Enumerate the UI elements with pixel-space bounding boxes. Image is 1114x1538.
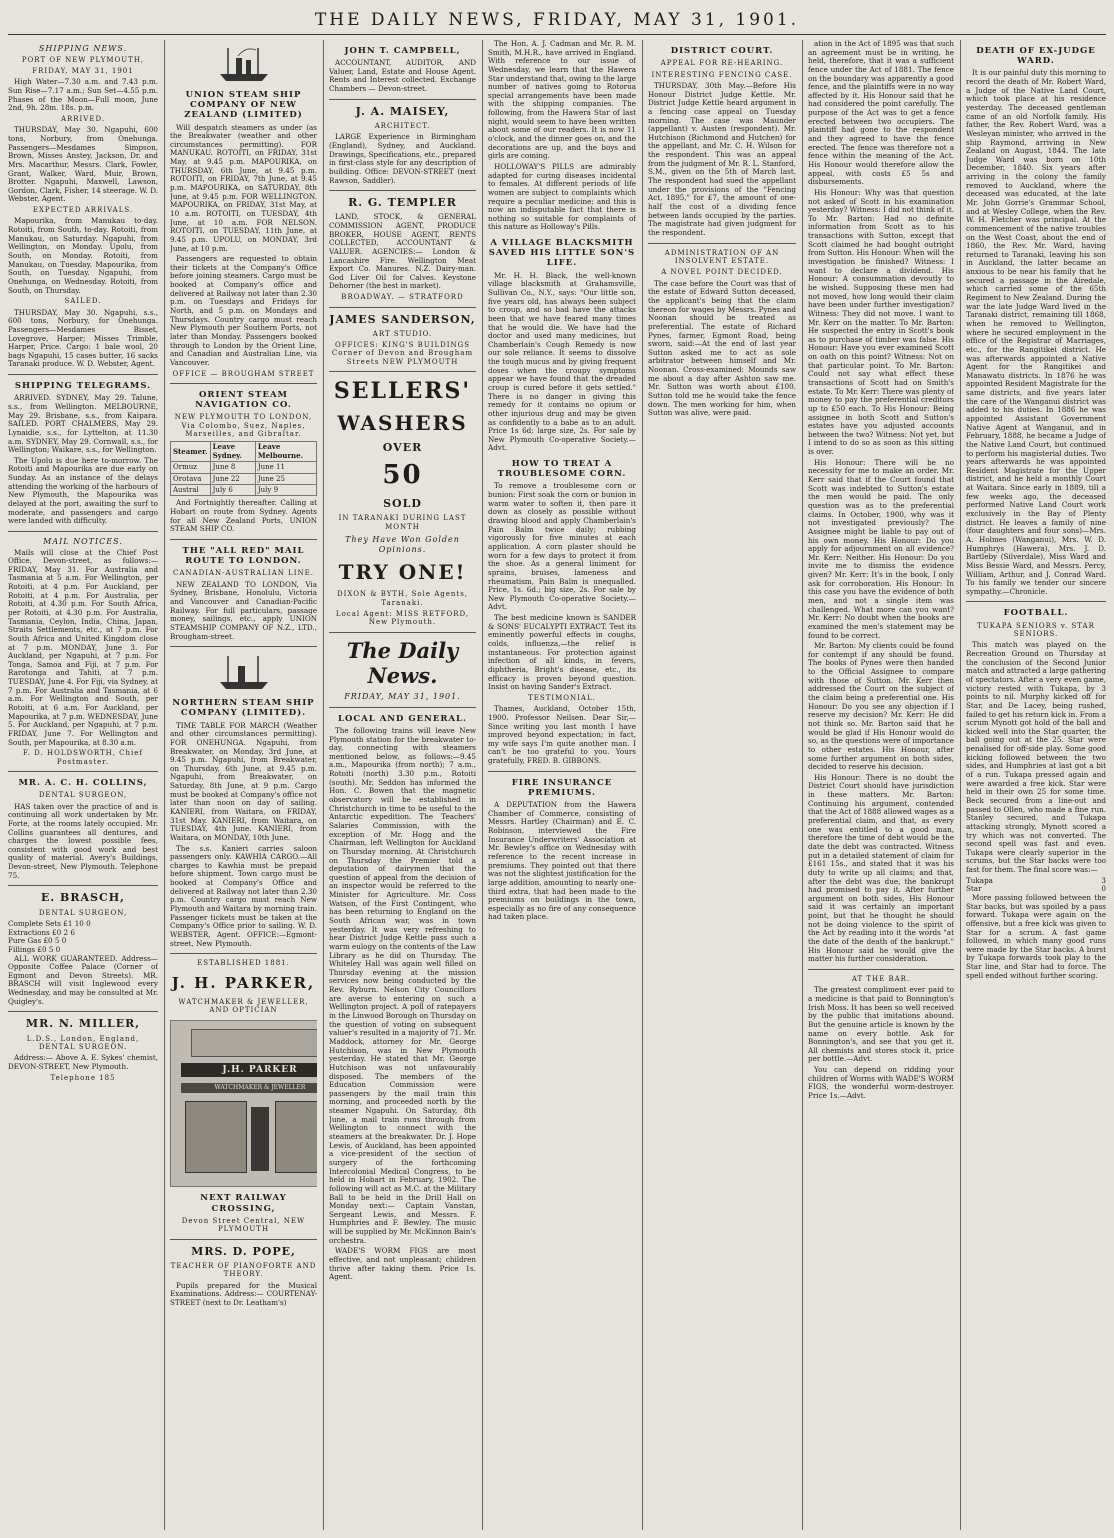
column-news [488,40,636,1530]
news-text: The Hon. A. J. Cadman and Mr. R. M. Smith, M.H.R., have arrived in England. With reference to our issue of Wednesday, we learn that the Hawera Star understand that, owing to the large number of natives going to Rotorua special arrangements have been made with the shipping companies. The following, from the Hawera Star of last night, would seem to have been written about some of our readers. It is now 11 o'clock, and the dinner goes on, and the decorations are up, and the boys and girls are coming. [488,40,636,161]
medicine-ad: The best medicine known is SANDER & SONS' EUCALYPTI EXTRACT. Test its eminently powerful effects in coughs, colds, influenza,—the relief is instantaneous. For protection against infection of all kinds, in fevers, diphtheria, Bright's disease, etc., its efficacy is proven beyond question. Insist on having Sander's Extract. [488,613,636,692]
brasch-price-item: Extractions £0 2 6 [8,927,75,937]
mail-text: Mails will close at the Chief Post Office, Devon-street, as follows:— FRIDAY, May 31. For Australia and Tasmania at 5 a.m. For Wellington, per Rotoiti, at 4 p.m. For Auckland, per Rotoiti, at 4 p.m. For Australia, per Rotoiti, at 4.30 p.m. For South Africa, per Rotoiti, at 4.30 p.m. For Australia, Tasmania, Ceylon, India, China, Japan, Straits Settlements, etc., at 7 p.m. For South Africa and United Kingdom close at 7 p.m. MONDAY, June 3. For Auckland, per Ngapuhi, at 7 p.m. For Tonga, Samoa and Fiji, at 7 p.m. For Rarotonga and Tahiti, at 7 p.m. TUESDAY, June 4. For Fiji, via Sydney, at 7 p.m. For Australia and Tasmania, at 6 a.m. For Wellington and South, per Rotoiti, at 6 a.m. For Auckland, per Mapourika, at 7 p.m. WEDNESDAY, June 5. For Auckland, per Ngapuhi, at 7 p.m. FRIDAY, June 7. For Wellington and South, per Mapourika, at 8.30 a.m. [8,547,158,747]
uss-office: OFFICE — BROUGHAM STREET [172,369,315,378]
wades-ad: WADE'S WORM FIGS are most effective, and not unpleasant; children thrive after taking them. Price 1s. Agent. [329,1246,476,1282]
column-advertisements [329,40,476,1530]
shipping-news-heading: SHIPPING NEWS. [38,44,128,53]
shopfront-illustration [170,1020,317,1187]
table-cell: June 25 [255,473,316,484]
orient-table-header: Leave Sydney. [210,442,255,462]
district-court-text: THURSDAY, 30th May.—Before His Honour District Judge Kettle. Mr. District Judge Kettle heard argument in a fencing case appeal on Tuesday morning. The case was Maunder (appellant) v. Austen (respondent). Mr. Hutchison (Richmond and Hutchen) for the appellant, and Mr. C. H. Wilson for the respondent. This was an appeal from the judgment of Mr. R. L. Stanford, S.M., given on the 5th of March last. The respondent had sued the appellant under the provisions of the "Fencing Act, 1895," for £7, the amount of one-half the cost of a dividing fence between lands occupied by the parties. The magistrate had given judgment for the respondent. [648,80,796,237]
brasch-heading: E. BRASCH, [41,891,125,905]
district-court-sub: APPEAL FOR RE-HEARING. [660,59,784,68]
divider [8,885,158,886]
divider [8,531,158,532]
try-one: TRY ONE! [338,560,467,585]
allred-text: NEW ZEALAND TO LONDON, Via Sydney, Brisbane, Honolulu, Victoria and Vancouver and Canadian-Pacific Railway. For full particulars, passage money, sailings, etc., apply UNION STEAMSHIP COMPANY OF N.Z., LTD., Brougham-street. [170,579,317,641]
postmaster: F. D. HOLDSWORTH, Chief Postmaster. [22,749,144,766]
sailed-text: THURSDAY, May 30. Ngapuhi, s.s., 600 tons, Norbury, for Onehunga. Passengers—Mesdames Bisset, Lovegrove, Harper; Misses Trimble, Harper, Price. Cargo: 1 bale wool, 20 bags Ngapuhi, 15 cases butter, 16 sacks Taranaki produce. W. D. Webster, Agent. [8,307,158,369]
sanderson-sub: ART STUDIO. [372,329,433,338]
telegrams-text: ARRIVED. SYDNEY, May 29. Talune, s.s., from Wellington. MELBOURNE, May 29. Brisbane, s.s., from Kaipara. SAILED. PORT CHALMERS, May 29. Lynaidie, s.s., for Lyttelton, at 11.30 a.m. SYDNEY, May 29. Cornwall, s.s., for Wellington; Waikare, s.s., for Wellington. [8,393,158,455]
holloway-ad: HOLLOWAY'S PILLS are admirably adapted for curing diseases incidental to females. At different periods of life women are subject to complaints which require a peculiar medicine; and this is now an indisputable fact that there is nothing so suitable for complaints of this nature as Holloway's Pills. [488,161,636,232]
table-row [171,473,317,484]
expected-heading: EXPECTED ARRIVALS. [32,206,134,215]
allred-sub: CANADIAN-AUSTRALIAN LINE. [173,569,314,578]
brasch-price-item: Complete Sets £1 10 0 [8,918,91,928]
nss-notes: The s.s. Kanieri carries saloon passengers only. KAWHIA CARGO.—All charges to Kawhia must be prepaid before shipment. Town cargo must be booked at Company's Office and delivered at Railway not later than 2.30 p.m. Country cargo must reach New Plymouth and Waitara by morning train. Passenger tickets must be taken at the Company's Office prior to sailing. W. D. WEBSTER, Agent. OFFICE:—Egmont-street, New Plymouth. [170,843,317,948]
column-court [648,40,796,1530]
football-sub: TUKAPA SENIORS v. STAR SENIORS. [977,621,1095,639]
collins-heading: MR. A. C. H. COLLINS, [18,778,148,789]
table-cell: June 8 [210,462,255,473]
death-heading: DEATH OF EX-JUDGE WARD. [976,46,1096,67]
sanderson-heading: JAMES SANDERSON, [329,312,476,326]
orient-sub: NEW PLYMOUTH TO LONDON, Via Colombo, Suez, Naples, Marseilles, and Gibraltar. [174,413,313,439]
templer-text: LAND, STOCK, & GENERAL COMMISSION AGENT, PRODUCE BROKER, HOUSE AGENT, RENTS COLLECTED, ACCOUNTANT & VALUER. AGENCIES:— London & Lancashire Fire. Wellington Meat Export Co. Manures. N.Z. Dairy-man. God Liver Oil for Calves. Keystone Dehorner (the best in market). [329,212,476,291]
miller-address: Address:— Above A. E. Sykes' chemist, DEVON-STREET, New Plymouth. [8,1053,158,1071]
court-text: His Honour: There is no doubt the District Court should have jurisdiction in these matters. Mr. Barton: Continuing his argument, contended that the Act of 1888 allowed wages as a preferential claim, and that, as every one was entitled to a good man, therefore the time of debt would be the date the debt was contracted. Witness put in a detailed statement of claim for £161 15s., and stated that it was his duty to write up all claims; and that, after the debt was due, the bankrupt had promised to pay it. After further argument on both sides, His Honour said it was certainly an important point, but that he thought he should not be doing violence to the spirit of the Act by reading into it the words "at the date of the death of the bankrupt." His Honour said he would give the matter his further consideration. [808,772,954,964]
table-cell: June 11 [255,462,316,473]
court-text: His Honour: Why was that question not asked of Scott in his examination yesterday? Witness: I did not think of it. To Mr. Barton: Had no definite information from Scott as to his transactions with Sutton, except that Scott claimed he had bought outright from Sutton. His Honour: When will the investigation be finished? Witness: I want to declare a dividend. His Honour: A consummation devoutly to be wished. Supposing these men had not moved, how long would their claim have been under further investigation? Witness: They did not move. I want to Mr. Kerr on the matter. To Mr. Barton: He suspected the entry in Scott's book as to purchase of timber was false. His Honour: Have you ever examined Scott on oath on this point? Witness: Not on that particular point. To Mr. Barton: Could not say what effect these transactions of Scott had on Smith's estate. To Mr. Kerr: There was plenty of money to pay the preferential creditors up to £50 each. To His Honour: Being assignee in both Scott and Sutton's estates have you adjusted accounts between the two? Witness: Not yet, but I intend to do so as soon as this sitting is over. [808,187,954,457]
parker-established: ESTABLISHED 1881. [197,959,290,968]
column-court-continued [808,40,954,1530]
column-shipping [8,40,158,1530]
testimonial-text: Thames, Auckland, October 15th, 1900. Professor Neilsen. Dear Sir,—Since writing you last month I have improved beyond expectation; in fact, my wife says I'm quite another man. I can't be too grateful to you. Yours gratefully, FRED. B. GIBBONS. [488,704,636,766]
divider [8,374,158,375]
table-cell: Austral [171,485,211,496]
divider [329,371,476,372]
fencing-heading: INTERESTING FENCING CASE. [651,70,793,79]
divider [170,539,317,540]
campbell-heading: JOHN T. CAMPBELL, [344,46,461,56]
table-cell: Orotava [171,473,211,484]
port-date: FRIDAY, MAY 31, 1901 [32,66,134,75]
miller-heading: MR. N. MILLER, [25,1017,141,1031]
sailed-heading: SAILED. [64,297,102,306]
corn-heading: HOW TO TREAT A TROUBLESOME CORN. [497,459,627,480]
blacksmith-heading: A VILLAGE BLACKSMITH SAVED HIS LITTLE SON'S LIFE. [488,238,636,269]
templer-heading: R. G. TEMPLER [348,196,457,210]
table-row [171,485,317,496]
orient-table-header: Leave Melbourne. [255,442,316,462]
uss-heading: UNION STEAM SHIP COMPANY OF NEW ZEALAND (LIMITED) [184,90,303,121]
at-the-bar-text: The greatest compliment ever paid to a medicine is that paid to Bonnington's Irish Moss. It has been so well received by the public that imitations abound. But the genuine article is known by the name on every bottle. Ask for Bonnington's, and see that you get it. All chemists and stores stock it, price per bottle.—Advt. [808,985,954,1064]
sold-label: SOLD [383,497,422,511]
wade-ad: You can depend on ridding your children of Worms with WADE'S WORM FIGS, the wonderful worm-destroyer. Price 1s.—Advt. [808,1065,954,1100]
nss-heading: NORTHERN STEAM SHIP COMPANY (LIMITED). [172,698,315,719]
tides: High Water—7.30 a.m. and 7.43 p.m. Sun Rise—7.17 a.m.; Sun Set—4.55 p.m. Phases of the Moon—Full moon, June 2nd, 9h. 28m. 18s. p.m. [8,77,158,113]
shop-upper-window [191,1029,317,1057]
allred-heading: THE "ALL RED" MAIL ROUTE TO LONDON. [182,545,305,567]
novel-point-heading: A NOVEL POINT DECIDED. [661,268,783,277]
miller-telephone: Telephone 185 [50,1073,116,1082]
parker-address: Devon Street Central, NEW PLYMOUTH [181,1216,306,1234]
fire-text: A DEPUTATION from the Hawera Chamber of Commerce, consisting of Messrs. Hartley (Chairman) and E. C. Robinson, interviewed the Fire Insurance Underwriters' Association at Mr. Bewley's office on Wednesday with reference to the recent increase in premiums. They pointed out that there was not the slightest justification for the large addition, amounting to nearly one-third extra, that had been made to the premiums on buildings in the town, especially as no fire of any consequence had taken place. [488,800,636,922]
brasch-price-item: Pure Gas £0 5 0 [8,936,67,946]
expected-text: Mapourika, from Manukau to-day. Rotoiti, from South, to-day. Rotoiti, from Manukau, on Saturday. Ngapuhi, from Wellington, on Monday. Upolu, from South, on Monday. Rotoiti, from Manukau, on Tuesday. Mapourika, from South, on Tuesday. Ngapuhi, from Onehunga, on Wednesday. Rotoiti, from South, on Thursday. [8,216,158,295]
divider [8,771,158,772]
brasch-note: ALL WORK GUARANTEED. Address—Opposite Coffee Palace (Corner of Egmont and Devon Streets). MR. BRASCH will visit Inglewood every Wednesday, and may be consulted at Mr. Quigley's. [8,953,158,1006]
shop-sign-sub: WATCHMAKER & JEWELLER [181,1083,317,1093]
daily-news-logo: The Daily News. [346,637,459,688]
uss-schedule: Will despatch steamers as under (as the Breakwater (weather and other circumstances permitting). FOR MANUKAU. ROTOITI, on FRIDAY, 31st May, at 9.45 p.m. MAPOURIKA, on THURSDAY, 6th June, at 9.45 p.m. ROTOITI, on FRIDAY, 7th June, at 9.45 p.m. MAPOURIKA, on SATURDAY, 8th June, at 9.45 p.m. FOR WELLINGTON. MAPOURIKA, on FRIDAY, 31st May, at 10 a.m. ROTOITI, on TUESDAY, 4th June, at 10 a.m. FOR NELSON. ROTOITI, on TUESDAY, 11th June, at 9.45 p.m. UPOLU, on MONDAY, 3rd June, at 10 p.m. [170,122,317,253]
orient-heading: ORIENT STEAM NAVIGATION CO. [195,389,292,411]
maisey-heading: J. A. MAISEY, [355,104,450,118]
arrived-heading: ARRIVED. [60,114,106,123]
shipping-notes: The Upolu is due here to-morrow. The Rotoiti and Mapourika are due early on Sunday. As an instance of the delays attending the working of the harbours of New Plymouth, the Mapourika was delayed at the port, awaiting the surf to moderate, and passengers and cargo were landed with difficulty. [8,455,158,526]
table-cell: July 9 [255,485,316,496]
divider [170,383,317,384]
maisey-sub: ARCHITECT. [374,121,431,130]
steamship-icon [216,44,272,84]
local-agent: Local Agent: MISS RETFORD, New Plymouth. [335,609,470,627]
insolvency-heading: ADMINISTRATION OF AN INSOLVENT ESTATE. [664,248,780,265]
mail-heading: MAIL NOTICES. [43,536,123,546]
divider [170,953,317,954]
over-label: OVER [382,440,423,454]
parker-sub: WATCHMAKER & JEWELLER, AND OPTICIAN [178,997,309,1015]
orient-table [170,441,317,496]
football-text-end: More passing followed between the Star backs, but was spoiled by a pass forward. Tukapa were again on the offensive, but a free kick was given to Star for a scrum. A fast game followed, in which many good runs were made by the Star backs. A burst by Tukapa forwards took play to the Star line, and Star had to force. The spell ended without further scoring. [966,893,1106,980]
death-text: It is our painful duty this morning to record the death of Mr. Robert Ward, a Judge of the Native Land Court, which took place at his residence yesterday. The deceased gentleman came of an old Norfolk family. His father, the Rev. Robert Ward, was a Wesleyan minister, who arrived in the ship Raymond, arriving in New Zealand on August, 1844. The late Judge Ward was born on 10th December, 1840. Six years after arriving in the colony the family removed to Auckland, where the deceased was educated, at the late Mr. John Gorrie's Grammar School, and at Wesley College, when the Rev. W. H. Fletcher was principal. At the commencement of the native troubles on the West Coast, about the end of 1860, the Rev. Mr. Ward, having returned to Taranaki, leaving his son in Auckland, the latter became an anxious to be near his family that he secured a passage in the Airedale, which carried some of the 65th Regiment to New Zealand. During the war the late Judge Ward lived in the Taranaki district, remaining till 1868, when he removed to Wellington, where he secured employment in the office of the Registrar of Marriages, etc., for the Rangitikei district. He was afterwards appointed a Native Agent for the Rangitikei and Manawatu districts. In 1876 he was appointed Resident Magistrate for the same districts, and five years later the care of the Wanganui district was added to his duties. In 1886 he was appointed Assistant Government Native Agent at Wanganui, and in February, 1888, he became a Judge of the Native Land Court, but continued to perform his magisterial duties. Two years afterwards he was appointed Resident Magistrate for the Upper district, and he held a monthly Court at Waitara. Since early in 1889, till a few weeks ago, the deceased performed Native Land Court work exclusively in the Bay of Plenty district. He leaves a family of nine (four daughters and four sons)—Mrs. A. Holmes (Wanganui), Mrs. W. D. Humphrys (Hawera), Mrs. J. D. Bartleby (Silverdale), Miss Ward and Miss Bessie Ward, and Messrs. Percy, William, Arthur, and J. Conrad Ward. To his family we tender our sincere sympathy.—Chronicle. [966,68,1106,596]
shop-window [185,1101,247,1173]
district-court-heading: DISTRICT COURT. [670,46,774,56]
divider [329,707,476,708]
shop-window [275,1101,317,1173]
divider [8,1011,158,1012]
table-cell: Ormuz [171,462,211,473]
port-heading: PORT OF NEW PLYMOUTH, [21,55,145,64]
maisey-text: LARGE Experience in Birmingham (England), Sydney, and Auckland. Drawings, Specifications, etc., prepared in first-class style for any description of building. Office: DEVON-STREET (next Rawson, Saddler). [329,132,476,185]
team-score: 0 [1101,884,1106,894]
steamship-icon [216,652,272,692]
divider [966,601,1106,602]
fifty-label: 50 [382,459,423,490]
divider [329,190,476,191]
team-name: Star [966,884,982,894]
dixon-agents: DIXON & BYTH, Sole Agents, Taranaki. [336,590,469,607]
corn-text: To remove a troublesome corn or bunion: First soak the corn or bunion in warm water to soften it, then pare it down as closely as possible without drawing blood and apply Chamberlain's Pain Balm twice daily; rubbing vigorously for five minutes at each application. A corn plaster should be worn for a few days to protect it from the shoe. As a general liniment for sprains, bruises, lameness and rheumatism, Pain Balm is unequalled. Price, 1s. 6d.; big size, 2s. For sale by New Plymouth Co-operative Society.—Advt. [488,481,636,612]
column-rule [802,40,803,1530]
shop-sign: J.H. PARKER [181,1063,317,1077]
divider [648,243,796,244]
golden-opinions: They Have Won Golden Opinions. [345,535,460,554]
court-text: His Honour: There will be no necessity for me to make an order. Mr. Kerr said that if the Court found that Scott was indebted to Sutton's estate the men would be paid. The only question was as to the preferential claims. In October, 1900, why was it not investigated previously? The Assignee might be liable to pay out of his own money. His Honour: Do you apply for adjournment on all evidence? Mr. Kerr: Neither. His Honour: Do you invite me to dismiss the evidence given? Mr. Kerr: It's in the book, I only ask for corroboration. His Honour: In this case you have the evidence of both men, and not a single item was challenged. What more can you want? Mr. Kerr: No doubt when the books are examined the men's statement may be found to be correct. [808,457,954,640]
sanderson-text: OFFICES: KING'S BUILDINGS Corner of Devon and Brougham Streets NEW PLYMOUTH [331,341,474,366]
washers-heading: WASHERS [337,410,468,435]
collins-sub: DENTAL SURGEON, [38,791,128,800]
parker-heading: J. H. PARKER, [171,973,316,992]
divider [329,307,476,308]
taranaki-label: IN TARANAKI DURING LAST MONTH [338,514,467,531]
divider [170,646,317,647]
column-obituary-sport [966,40,1106,1530]
divider [329,632,476,633]
divider [170,1239,317,1240]
telegrams-heading: SHIPPING TELEGRAMS. [14,381,152,392]
orient-table-header: Steamer. [171,442,211,462]
uss-notes: Passengers are requested to obtain their tickets at the Company's Office before joining steamers. Cargo must be booked at Company's office and delivered at Railway not later than 2.30 p.m. on Tuesdays and Fridays for North, and 5 p.m. on Mondays and Thursdays. Country cargo must reach New Plymouth per Southern Ports, not later than Monday. Passengers booked through to London by the Orient Line, and Canadian and Australian Line, via Vancouver. [170,254,317,367]
insolvency-text: The case before the Court was that of the estate of Edward Sutton deceased, the applicant's being that the claim thereon for wages by Messrs. Pynes and Noonan should be treated as preferential. The estate of Richard Pynes, farmer, Egmont Road, being sworn, said:—At the end of last year Sutton asked me to act as sole arbitrator between himself and Mr. Noonan. Cross-examined: Mounds saw me about a day after Ashton saw me. Mr. Sutton was worth about £100. Sutton told me he would take the fence down. The men working for him, when Sutton was alive, were paid. [648,278,796,418]
column-steamers [170,40,317,1530]
brasch-sub: DENTAL SURGEON, [38,908,128,917]
shop-door [251,1107,269,1171]
templer-location: BROADWAY. — STRATFORD [341,293,464,302]
table-cell: June 22 [210,473,255,484]
court-text: ation in the Act of 1895 was that such an agreement must be in writing, he held, therefore, that it was a sufficient fence under the Act of 1881. The fence on the boundary was apparently a good fence, and the plaintiffs were in no way affected by it. His Honour said that he had considered the point carefully. The purpose of the Act was to get a fence erected between two occupiers. The plaintiff had gone to the respondent and they agreed to have the fence erected. The fence was therefore not a fence within the meaning of the Act. His Honour would therefore allow the appeal, with costs £5 5s and disbursements. [808,40,954,187]
divider [329,99,476,100]
team-score: 3 [1101,875,1106,885]
fire-heading: FIRE INSURANCE PREMIUMS. [511,777,613,798]
team-name: Tukapa [966,875,993,885]
column-rule [960,40,961,1530]
nss-schedule: TIME TABLE FOR MARCH (Weather and other circumstances permitting). FOR ONEHUNGA. Ngapuhi, from Breakwater, on Monday, 3rd June, at 9.45 p.m. Ngapuhi, from Breakwater, on Thursday, 6th June, at 9.45 p.m. Ngapuhi, from Breakwater, on Saturday, 8th June, at 9 p.m. Cargo must be booked at Company's office not later than noon on day of sailing. KANIERI, from Waitara, on FRIDAY, 31st May. KANIERI, from Waitara, on TUESDAY, 4th June. KANIERI, from Waitara, on MONDAY, 10th June. [170,720,317,842]
table-row [171,462,317,473]
football-text: This match was played on the Recreation Ground on Thursday at the conclusion of the Second Junior match and attracted a large gathering of spectators. After a very even game, victory rested with Tukapa, by 3 points to nil. Murphy kicked off for Star, and De Lacey, being rushed, failed to get his return kick in. From a scrum Mynott got hold of the ball and kicked well into the Star quarter, the ball going out at the 25. Star were penalised for off-side play. Some good kicking followed between the two sides, and Humphries at last got a bit of a run. Tukapa pressed again and were awarded a free kick. Star were held in their own 25 for some time. Beck secured from a line-out and passed to Ollen, who made a fine run. Stanley secured, and Tukapa attacking strongly, Mynott scored a try which was not converted. The second spell was fast and even. Tukapa were clearly superior in the scrums, but the Star backs were too fast for them. The final score was:— [966,640,1106,875]
miller-sub: L.D.S., London, England, DENTAL SURGEON. [26,1034,140,1051]
collins-text: HAS taken over the practice of and is continuing all work undertaken by Mr. Forte, at the rooms lately occupied. Mr. Collins guarantees all dentures, and charges the lowest possible fees, consistent with good work and best quality of material. Avery's Buildings, Devon-street, New Plymouth. Telephone 75. [8,801,158,880]
orient-note: And Fortnightly thereafter. Calling at Hobart on route from Sydney. Agents for all New Zealand Ports, UNION STEAM SHIP CO. [170,498,317,534]
local-general-text: The following trains will leave New Plymouth station for the breakwater to-day, connecting with steamers mentioned below, as follows:—9.45 a.m., Mapourika (from north); 7 a.m., Rotoiti (north) 3.30 p.m., Rotoiti (south). Mr. Seddon has informed the Hon. C. Bowen that the magnetic observatory will be established in Christchurch in time to be useful to the Antarctic expedition. The Teachers' Salaries Commission, with the exception of Mr. Hogg and the Chairman, left Wellington for Auckland on Thursday morning. At Christchurch on Thursday the Premier told a deputation of dairymen that the question of appeal from the decision of an inspector would be referred to the Minister for Agriculture. Mr. Coss Watson, of the First Contingent, who has been returning to England on the South African war, was in town yesterday. It was very refreshing to hear District Judge Kettle pass such a warm eulogy on the contents of the Law Library as he did on Thursday. The Whiteley Hall was again well filled on Thursday evening at the mission services now being conducted by the Rev. Ryburn. Nelson City Councillors are averse to entering on such a Wellington project. A poll of ratepayers in the Linwood Borough on Thursday on the question of voting on subsequent valuer's resulted in a majority of 71. Mr. Maddock, attorney for Mr. George Hutchison, was in New Plymouth yesterday. He stated that Mr. George Hutchison was not unfavourably disposed. The members of the Education Commission were passengers by the mail train this morning, and proceeded north by the steamer Ngapuhi. On Saturday, 8th June, a mail train runs through from Wellington to connect with the steamers at the breakwater. Dr. J. Hope Lewis, of Auckland, has been appointed a vice-president of the section of surgery of the forthcoming Intercolonial Medical Congress, to be held in Hobart in February, 1902. The following will act as M.C. at the Military Ball to be held in the Drill Hall on Monday next:— Captain Vanstan, Sergeant Lewis, and Messrs. F. Humphries and F. Bewley. The music will be supplied by Mr. McKinnon Bain's orchestra. [329,725,476,1245]
football-heading: FOOTBALL. [1003,608,1069,619]
campbell-text: ACCOUNTANT, AUDITOR, AND Valuer, Land, Estate and House Agent. Rents and Interest collected. Exchange Chambers — Devon-street. [329,58,476,94]
blacksmith-text: Mr. H. H. Black, the well-known village blacksmith at Grahamsville, Sullivan Co., N.Y., says: "Our little son, five years old, has always been subject to croup, and so bad have the attacks been that we have feared many times that he would die. We have had the doctor and used many medicines, but Chamberlain's Cough Remedy is now our sole reliance. It seems to dissolve the tough mucus and by giving frequent doses when the croupy symptoms appear we have found that the dreaded croup is cured before it gets settled." There is no danger in giving this remedy for it contains no opium or other injurious drug and may be given as confidently to a babe as to an adult. Price 1s 6d; large size, 2s. For sale by New Plymouth Co-operative Society.—Advt. [488,270,636,453]
column-rule [164,40,165,1530]
brasch-price-item: Fillings £0 5 0 [8,944,61,954]
column-rule [642,40,643,1530]
at-the-bar-heading: AT THE BAR. [851,974,911,983]
arrived-text: THURSDAY, May 30. Ngapuhi, 600 tons, Norbury, from Onehunga. Passengers—Mesdames Simpson, Brown, Misses Anstey, Jackson, Dr. and Mrs. Macarthur, Messrs. Clark, Fowler, Grant, Walker, Ward, Muir, Brown, Brotter. Ngapuhi, Maxwell, Lawson, Gordon, Clark, Fisher, 14 steerage. W. D. Webster, Agent. [8,125,158,204]
testimonial-heading: TESTIMONIAL. [528,693,596,702]
pope-heading: MRS. D. POPE, [191,1244,296,1258]
score-row [966,877,1106,886]
local-general-heading: LOCAL AND GENERAL. [338,713,467,724]
divider [808,969,954,970]
masthead: THE DAILY NEWS, FRIDAY, MAY 31, 1901. [314,10,800,30]
masthead-rule [8,34,1106,35]
table-cell: July 6 [210,485,255,496]
sellers-heading: SELLERS' [333,378,472,405]
court-text: Mr. Barton: My clients could be found for contempt if any should be found. The books of Pynes were then handed to the Official Assignee to compare with those of Sutton. Mr. Kerr then addressed the Court on the subject of the claim being a preferential one. His Honour: Do you see any objection if I reserve my decision? Mr. Kerr: He did not think so. Mr. Barton said that he would be glad if His Honour would do so, as the questions were of importance to other estates. His Honour, after some further argument on both sides, decided to reserve his decision. [808,641,954,772]
parker-location: NEXT RAILWAY CROSSING, [200,1193,287,1214]
divider [488,771,636,772]
column-rule [482,40,483,1530]
pope-sub: TEACHER OF PIANOFORTE AND THEORY. [170,1261,317,1279]
daily-news-date: FRIDAY, MAY 31, 1901. [344,692,461,702]
column-rule [323,40,324,1530]
pope-text: Pupils prepared for the Musical Examinations. Address:— COURTENAY-STREET (next to Dr. Leatham's) [170,1280,317,1307]
